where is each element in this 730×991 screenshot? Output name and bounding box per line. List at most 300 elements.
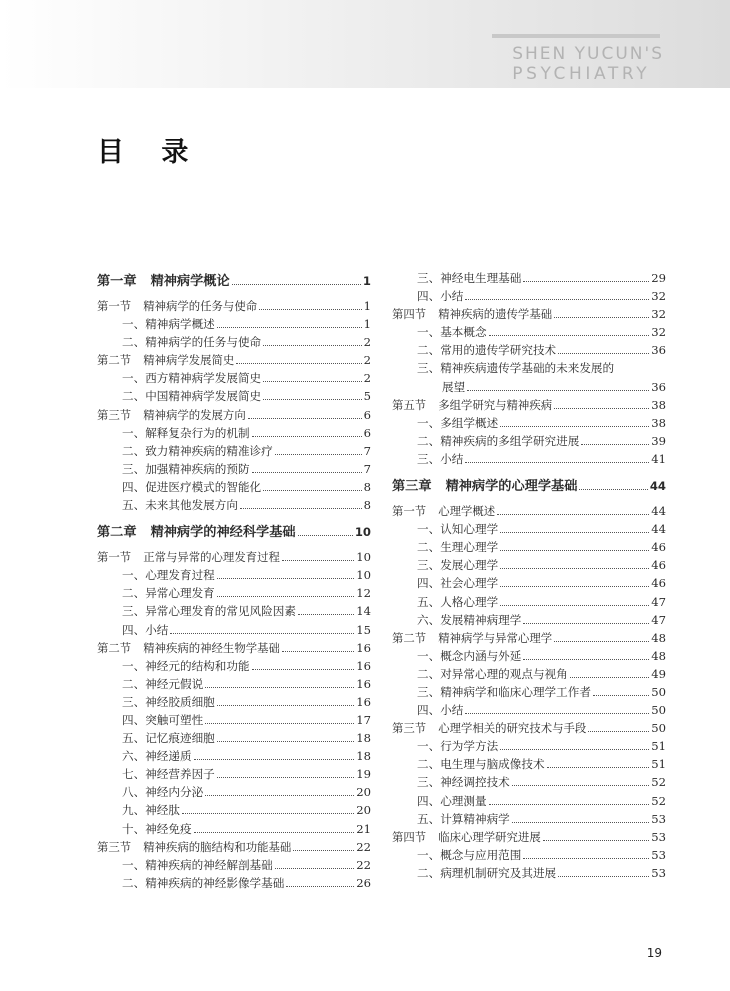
toc-entry-text: 三、异常心理发育的常见风险因素: [122, 604, 296, 619]
toc-item-row[interactable]: [392, 811, 666, 829]
toc-entry-label: [97, 497, 238, 513]
toc-item-row[interactable]: [392, 324, 666, 342]
toc-entry-text: 二、对异常心理的观点与视角: [417, 666, 568, 681]
dot-leader: [293, 850, 354, 851]
toc-entry-label: [97, 622, 168, 638]
toc-item-row[interactable]: [97, 370, 371, 388]
toc-entry-text: 二、神经元假说: [122, 676, 204, 691]
toc-entry-text: 三、神经电生理基础: [417, 271, 522, 285]
toc-entry-text: 一、多组学概述: [417, 415, 499, 430]
toc-item-row[interactable]: [97, 748, 371, 766]
dot-leader: [205, 687, 354, 688]
toc-item-row[interactable]: [392, 539, 666, 557]
toc-entry-prefix: 第三节: [97, 839, 132, 854]
toc-entry-label: [97, 549, 280, 565]
toc-item-row[interactable]: [97, 802, 371, 820]
dot-leader: [465, 299, 649, 300]
toc-item-row[interactable]: [392, 288, 666, 306]
toc-entry-label: [97, 839, 291, 855]
toc-item-row[interactable]: [392, 451, 666, 469]
dot-leader: [497, 514, 649, 515]
toc-item-row[interactable]: [97, 766, 371, 784]
toc-item-row[interactable]: [97, 603, 371, 621]
toc-entry-text: 临床心理学研究进展: [438, 829, 541, 844]
toc-entry-label: [97, 479, 261, 495]
toc-entry-label: [97, 334, 261, 350]
dot-leader: [282, 651, 354, 652]
toc-entry-prefix: 第二节: [97, 640, 132, 655]
toc-section-row[interactable]: [392, 306, 666, 324]
dot-leader: [500, 532, 649, 533]
toc-entry-text: 精神病学发展简史: [143, 353, 235, 368]
toc-entry-prefix: 第五节: [392, 397, 427, 412]
toc-entry-prefix: 第四节: [392, 829, 427, 844]
dot-leader: [512, 822, 649, 823]
dot-leader: [282, 560, 354, 561]
toc-item-row[interactable]: [97, 875, 371, 893]
toc-entry-text: 一、神经元的结构和功能: [122, 658, 250, 673]
toc-item-row[interactable]: [97, 712, 371, 730]
toc-entry-text: 三、发展心理学: [417, 558, 499, 573]
toc-page-number: 1: [363, 317, 371, 332]
toc-page-number: 16: [356, 640, 371, 655]
toc-page-number: 17: [356, 712, 371, 727]
dot-leader: [232, 284, 361, 285]
toc-page-number: 51: [651, 739, 666, 754]
toc-entry-text: 一、基本概念: [417, 325, 487, 340]
dot-leader: [275, 454, 362, 455]
toc-entry-text: 四、小结: [417, 703, 464, 718]
toc-page-number: 29: [651, 271, 666, 285]
toc-page-number: 44: [649, 479, 666, 494]
toc-entry-text: 精神病学的神经科学基础: [150, 525, 296, 541]
dot-leader: [240, 508, 362, 509]
dot-leader: [512, 785, 649, 786]
toc-item-row[interactable]: [392, 865, 666, 883]
dot-leader: [252, 436, 362, 437]
toc-item-row[interactable]: [97, 622, 371, 640]
page-number: 19: [646, 946, 662, 960]
toc-page-number: 52: [651, 793, 666, 808]
toc-section-row[interactable]: [97, 352, 371, 370]
toc-entry-text: 六、发展精神病理学: [417, 612, 522, 627]
toc-entry-text: 五、未来其他发展方向: [122, 498, 238, 513]
toc-entry-label: [97, 712, 203, 728]
toc-section-row[interactable]: [97, 839, 371, 857]
toc-entry-text: 三、精神疾病遗传学基础的未来发展的: [417, 361, 615, 376]
toc-page-number: 48: [651, 648, 666, 663]
toc-page-number: 53: [651, 811, 666, 826]
toc-entry-label: [392, 684, 591, 700]
toc-chapter-row[interactable]: [97, 270, 371, 296]
dot-leader: [263, 345, 361, 346]
toc-entry-text: 二、中国精神病学发展简史: [122, 389, 262, 404]
toc-item-row[interactable]: [97, 694, 371, 712]
toc-entry-label: [392, 451, 463, 467]
toc-entry-text: 四、突触可塑性: [122, 712, 204, 727]
toc-cont-row[interactable]: [392, 379, 666, 397]
toc-section-row[interactable]: [392, 503, 666, 521]
toc-page-number: 5: [363, 389, 371, 404]
toc-entry-prefix: 第二节: [392, 630, 427, 645]
dot-leader: [489, 804, 650, 805]
toc-entry-text: 三、加强精神疾病的预防: [122, 461, 250, 476]
toc-entry-label: [97, 270, 230, 289]
toc-entry-text: 四、小结: [417, 289, 464, 304]
toc-entry-label: [97, 694, 215, 710]
dot-leader: [182, 813, 354, 814]
toc-section-row[interactable]: [392, 720, 666, 738]
toc-entry-text: 二、精神疾病的多组学研究进展: [417, 433, 580, 448]
toc-page-number: 32: [651, 289, 666, 304]
toc-item-row[interactable]: [97, 334, 371, 352]
toc-entry-label: [392, 521, 498, 537]
toc-entry-label: [392, 612, 521, 628]
toc-item-row[interactable]: [392, 793, 666, 811]
toc-entry-label: [97, 461, 250, 477]
toc-entry-label: [392, 306, 552, 322]
toc-page-number: 2: [363, 353, 371, 368]
toc-page-number: 49: [651, 666, 666, 681]
series-brand: [512, 44, 664, 84]
toc-entry-label: [97, 298, 257, 314]
toc-entry-label: [392, 342, 556, 358]
dot-leader: [554, 317, 649, 318]
toc-item-row[interactable]: [392, 594, 666, 612]
toc-entry-label: [392, 360, 614, 376]
toc-item-row[interactable]: [392, 612, 666, 630]
toc-right-column: [392, 270, 666, 883]
toc-item-row[interactable]: [97, 821, 371, 839]
toc-entry-label: [97, 407, 246, 423]
toc-entry-label: [392, 415, 498, 431]
toc-entry-text: 二、异常心理发育: [122, 586, 215, 601]
dot-leader: [558, 353, 649, 354]
toc-entry-label: [97, 521, 296, 540]
toc-entry-prefix: 第一节: [97, 550, 132, 565]
toc-entry-label: [392, 288, 463, 304]
toc-entry-text: 一、概念与应用范围: [417, 847, 522, 862]
toc-page-number: 10: [356, 550, 371, 565]
toc-entry-prefix: 第二章: [97, 525, 137, 541]
toc-entry-label: [392, 829, 541, 845]
toc-page-number: 16: [356, 694, 371, 709]
toc-entry-text: 一、概念内涵与外延: [417, 648, 522, 663]
toc-section-row[interactable]: [392, 829, 666, 847]
toc-entry-label: [392, 270, 521, 286]
toc-entry-text: 三、精神病学和临床心理学工作者: [417, 684, 591, 699]
toc-item-row[interactable]: [97, 658, 371, 676]
toc-entry-prefix: 第二节: [97, 353, 132, 368]
toc-section-row[interactable]: [392, 630, 666, 648]
toc-entry-label: [97, 425, 250, 441]
toc-entry-label: [97, 388, 261, 404]
toc-entry-prefix: 第三节: [392, 721, 427, 736]
toc-entry-text: 四、小结: [122, 622, 169, 637]
toc-entry-label: [392, 774, 510, 790]
toc-entry-text: 展望: [442, 379, 466, 394]
toc-item-row[interactable]: [97, 443, 371, 461]
toc-item-row[interactable]: [392, 270, 666, 288]
toc-entry-prefix: 第四节: [392, 307, 427, 322]
toc-page-number: 44: [651, 522, 666, 537]
toc-entry-label: [97, 352, 234, 368]
toc-page-number: 1: [362, 274, 371, 288]
toc-page-number: 53: [651, 865, 666, 880]
toc-chapter-row[interactable]: [97, 521, 371, 547]
toc-section-row[interactable]: [97, 549, 371, 567]
toc-page-number: 14: [356, 604, 371, 619]
toc-item-row[interactable]: [392, 648, 666, 666]
toc-entry-prefix: 第三章: [392, 479, 432, 495]
toc-entry-text: 精神病学与异常心理学: [438, 630, 553, 645]
toc-entry-label: [392, 575, 498, 591]
dot-leader: [547, 767, 650, 768]
dot-leader: [217, 705, 354, 706]
dot-leader: [581, 444, 649, 445]
toc-entry-text: 八、神经内分泌: [122, 785, 204, 800]
toc-entry-text: 一、精神疾病的神经解剖基础: [122, 857, 273, 872]
dot-leader: [252, 669, 355, 670]
dot-leader: [217, 578, 354, 579]
toc-entry-label: [392, 811, 510, 827]
toc-page-number: 32: [651, 307, 666, 322]
toc-entry-label: [392, 756, 545, 772]
toc-page-number: 53: [651, 847, 666, 862]
dot-leader: [593, 695, 649, 696]
toc-entry-label: [97, 585, 215, 601]
toc-entry-label: [97, 748, 192, 764]
dot-leader: [252, 472, 362, 473]
toc-page-number: 15: [356, 622, 371, 637]
header-strip: [492, 34, 660, 38]
toc-page-number: 8: [363, 498, 371, 513]
dot-leader: [286, 886, 354, 887]
dot-leader: [489, 335, 650, 336]
dot-leader: [500, 586, 649, 587]
toc-entry-text: 三、小结: [417, 451, 464, 466]
toc-entry-label: [392, 324, 487, 340]
toc-item-row[interactable]: [392, 415, 666, 433]
toc-section-row[interactable]: [392, 397, 666, 415]
dot-leader: [554, 408, 649, 409]
dot-leader: [217, 741, 354, 742]
toc-entry-text: 一、行为学方法: [417, 739, 499, 754]
dot-leader: [588, 731, 649, 732]
toc-entry-text: 二、生理心理学: [417, 540, 499, 555]
toc-page-number: 20: [356, 803, 371, 818]
toc-page-number: 50: [651, 721, 666, 736]
toc-entry-label: [392, 793, 487, 809]
toc-item-row[interactable]: [97, 676, 371, 694]
toc-entry-label: [97, 658, 250, 674]
toc-entry-prefix: 第一节: [392, 504, 427, 519]
toc-item-row[interactable]: [97, 479, 371, 497]
dot-leader: [170, 633, 354, 634]
toc-page-number: 7: [363, 443, 371, 458]
toc-page-number: 22: [356, 857, 371, 872]
toc-item-row[interactable]: [392, 702, 666, 720]
toc-page-number: 7: [363, 461, 371, 476]
toc-section-row[interactable]: [97, 298, 371, 316]
dot-leader: [523, 281, 649, 282]
toc-entry-label: [392, 702, 463, 718]
toc-item-row[interactable]: [392, 521, 666, 539]
toc-page-number: 16: [356, 676, 371, 691]
toc-page-number: 51: [651, 757, 666, 772]
toc-item-row[interactable]: [97, 497, 371, 515]
toc-entry-label: [97, 370, 261, 386]
toc-page-number: 41: [651, 451, 666, 466]
dot-leader: [554, 641, 649, 642]
toc-entry-label: [97, 821, 192, 837]
toc-item-row[interactable]: [392, 774, 666, 792]
toc-entry-label: [392, 720, 586, 736]
toc-item-row[interactable]: [392, 684, 666, 702]
toc-page-number: 10: [356, 568, 371, 583]
dot-leader: [500, 568, 649, 569]
toc-item-row[interactable]: [392, 738, 666, 756]
toc-item-row[interactable]: [97, 425, 371, 443]
dot-leader: [465, 713, 649, 714]
dot-leader: [298, 614, 354, 615]
dot-leader: [248, 418, 362, 419]
dot-leader: [500, 749, 649, 750]
toc-entry-text: 正常与异常的心理发育过程: [143, 550, 280, 565]
toc-page-number: 20: [356, 785, 371, 800]
toc-entry-text: 二、精神病学的任务与使命: [122, 335, 262, 350]
toc-page-number: 10: [354, 525, 371, 540]
toc-page-number: 36: [651, 379, 666, 394]
toc-entry-text: 心理学概述: [438, 504, 496, 519]
toc-item-row[interactable]: [97, 316, 371, 334]
toc-entry-label: [392, 557, 498, 573]
toc-entry-text: 四、促进医疗模式的智能化: [122, 479, 262, 494]
toc-page-number: 32: [651, 325, 666, 340]
toc-entry-text: 二、致力精神疾病的精准诊疗: [122, 443, 273, 458]
toc-item-row[interactable]: [97, 784, 371, 802]
toc-entry-label: [97, 316, 215, 332]
toc-page-number: 50: [651, 684, 666, 699]
toc-page-number: 16: [356, 658, 371, 673]
dot-leader: [263, 381, 361, 382]
toc-page-number: 52: [651, 775, 666, 790]
toc-page-number: 39: [651, 433, 666, 448]
toc-entry-label: [392, 648, 521, 664]
toc-entry-text: 七、神经营养因子: [122, 767, 215, 782]
dot-leader: [465, 462, 649, 463]
toc-entry-text: 四、心理测量: [417, 793, 487, 808]
toc-entry-text: 五、计算精神病学: [417, 811, 510, 826]
toc-page-number: 50: [651, 703, 666, 718]
toc-entry-text: 一、西方精神病学发展简史: [122, 371, 262, 386]
toc-entry-label: [392, 847, 521, 863]
toc-entry-text: 一、心理发育过程: [122, 568, 215, 583]
dot-leader: [205, 795, 354, 796]
toc-item-row[interactable]: [97, 461, 371, 479]
toc-entry-label: [97, 802, 180, 818]
toc-entry-label: [392, 397, 552, 413]
toc-page-number: 12: [356, 586, 371, 601]
toc-item-row[interactable]: [392, 433, 666, 451]
toc-entry-text: 精神病学的心理学基础: [445, 479, 578, 495]
toc-item-row[interactable]: [97, 388, 371, 406]
dot-leader: [543, 840, 650, 841]
toc-item-row[interactable]: [392, 756, 666, 774]
dot-leader: [523, 623, 649, 624]
toc-item-row[interactable]: [392, 342, 666, 360]
toc-page-number: 44: [651, 504, 666, 519]
toc-entry-label: [97, 766, 215, 782]
toc-page-number: 46: [651, 540, 666, 555]
toc-item-row[interactable]: [97, 567, 371, 585]
toc-entry-label: [392, 865, 556, 881]
toc-entry-label: [97, 730, 215, 746]
dot-leader: [579, 489, 647, 490]
toc-page-number: 2: [363, 371, 371, 386]
page-title: 目 录: [97, 137, 203, 168]
toc-item-row[interactable]: [97, 857, 371, 875]
toc-entry-label: [97, 784, 203, 800]
toc-entry-text: 精神疾病的神经生物学基础: [143, 640, 280, 655]
toc-page-number: 21: [356, 821, 371, 836]
toc-section-row[interactable]: [97, 640, 371, 658]
toc-item-row[interactable]: [97, 730, 371, 748]
toc-item-row[interactable]: [392, 557, 666, 575]
toc-entry-text: 三、神经胶质细胞: [122, 694, 215, 709]
toc-entry-text: 六、神经递质: [122, 749, 192, 764]
toc-page-number: 18: [356, 749, 371, 764]
toc-page-number: 22: [356, 839, 371, 854]
toc-entry-label: [97, 875, 284, 891]
toc-page-number: 47: [651, 594, 666, 609]
toc-entry-text: 一、认知心理学: [417, 522, 499, 537]
toc-entry-label: [392, 475, 577, 494]
toc-entry-label: [392, 630, 552, 646]
toc-page-number: 6: [363, 407, 371, 422]
toc-entry-text: 精神病学概论: [150, 274, 230, 289]
toc-item-row[interactable]: [392, 847, 666, 865]
toc-entry-text: 二、常用的遗传学研究技术: [417, 343, 557, 358]
toc-entry-text: 五、人格心理学: [417, 594, 499, 609]
brand-line-2: PSYCHIATRY: [512, 64, 651, 84]
toc-page-number: 46: [651, 576, 666, 591]
dot-leader: [263, 399, 361, 400]
toc-entry-prefix: 第三节: [97, 407, 132, 422]
toc-chapter-row[interactable]: [392, 475, 666, 501]
toc-entry-text: 二、病理机制研究及其进展: [417, 865, 557, 880]
dot-leader: [500, 605, 649, 606]
toc-item-row[interactable]: [392, 575, 666, 593]
toc-item-row[interactable]: [97, 585, 371, 603]
toc-item-row[interactable]: [392, 360, 666, 378]
dot-leader: [298, 535, 353, 536]
dot-leader: [275, 868, 355, 869]
toc-entry-text: 二、电生理与脑成像技术: [417, 757, 545, 772]
toc-entry-text: 二、精神疾病的神经影像学基础: [122, 875, 285, 890]
toc-page-number: 26: [356, 875, 371, 890]
toc-item-row[interactable]: [392, 666, 666, 684]
dot-leader: [467, 390, 649, 391]
dot-leader: [194, 832, 355, 833]
toc-page-number: 2: [363, 335, 371, 350]
toc-entry-prefix: 第一章: [97, 274, 137, 289]
toc-section-row[interactable]: [97, 407, 371, 425]
toc-page-number: 6: [363, 425, 371, 440]
toc-page-number: 1: [363, 299, 371, 313]
toc-left-column: [97, 270, 371, 893]
toc-entry-label: [97, 567, 215, 583]
